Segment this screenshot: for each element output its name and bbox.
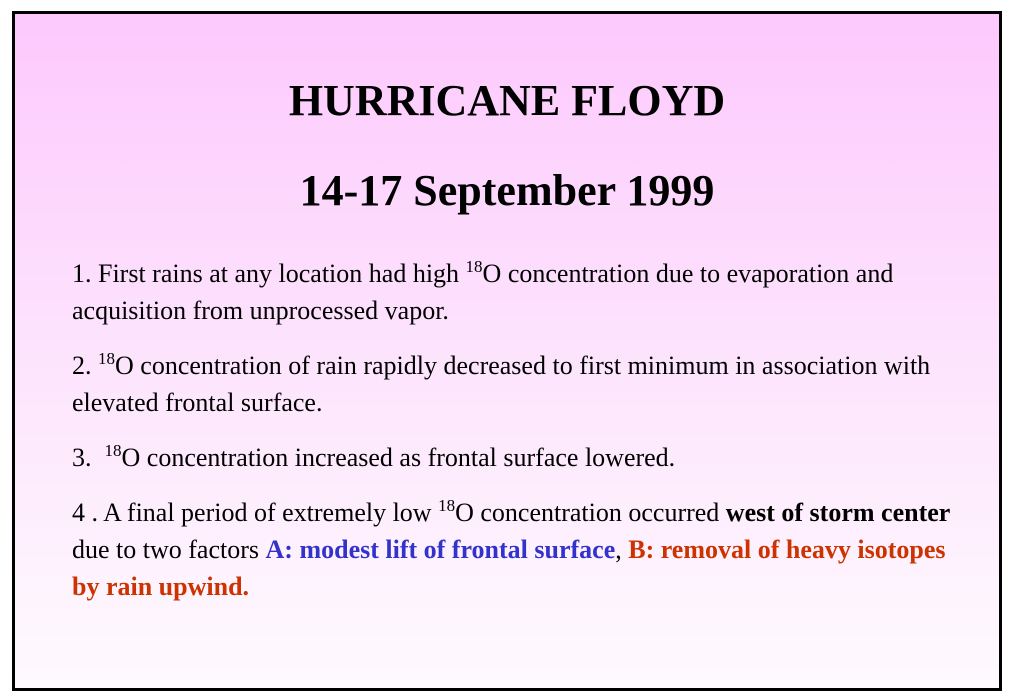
point-3-text: O concentration increased as frontal surface lowered. [121, 443, 676, 472]
point-3 [72, 439, 952, 476]
point-2 [72, 347, 952, 421]
point-1-prefix: 1. First rains at any location had high [72, 259, 466, 288]
point-1-text: O concentration due to evaporation and acquisition from unprocessed vapor. [72, 259, 894, 325]
point-1-isotope: 18 [465, 257, 483, 276]
factor-b: B: removal of heavy isotopes by rain upwind. [72, 535, 946, 601]
point-4-middle: O concentration occurred [455, 498, 726, 527]
point-4 [72, 494, 952, 605]
points-list [72, 255, 952, 623]
slide [12, 11, 1002, 691]
point-3-isotope: 18 [104, 441, 122, 460]
slide-subtitle: 14-17 September 1999 [299, 166, 715, 215]
factor-a: A: modest lift of frontal surface [265, 535, 616, 564]
point-2-text: O concentration of rain rapidly decreased to first minimum in association with elevated frontal surface. [72, 351, 931, 417]
point-4-separator: , [615, 535, 629, 564]
slide-title: HURRICANE FLOYD [288, 76, 726, 125]
point-4-connector: due to two factors [72, 535, 266, 564]
point-4-bold-phrase: west of storm center [725, 498, 951, 527]
point-1 [72, 255, 952, 329]
point-2-isotope: 18 [98, 349, 115, 368]
point-3-prefix: 3. [72, 443, 105, 472]
point-4-isotope: 18 [438, 496, 456, 515]
point-4-prefix: 4 . A final period of extremely low [72, 498, 439, 527]
point-2-prefix: 2. [72, 351, 98, 380]
